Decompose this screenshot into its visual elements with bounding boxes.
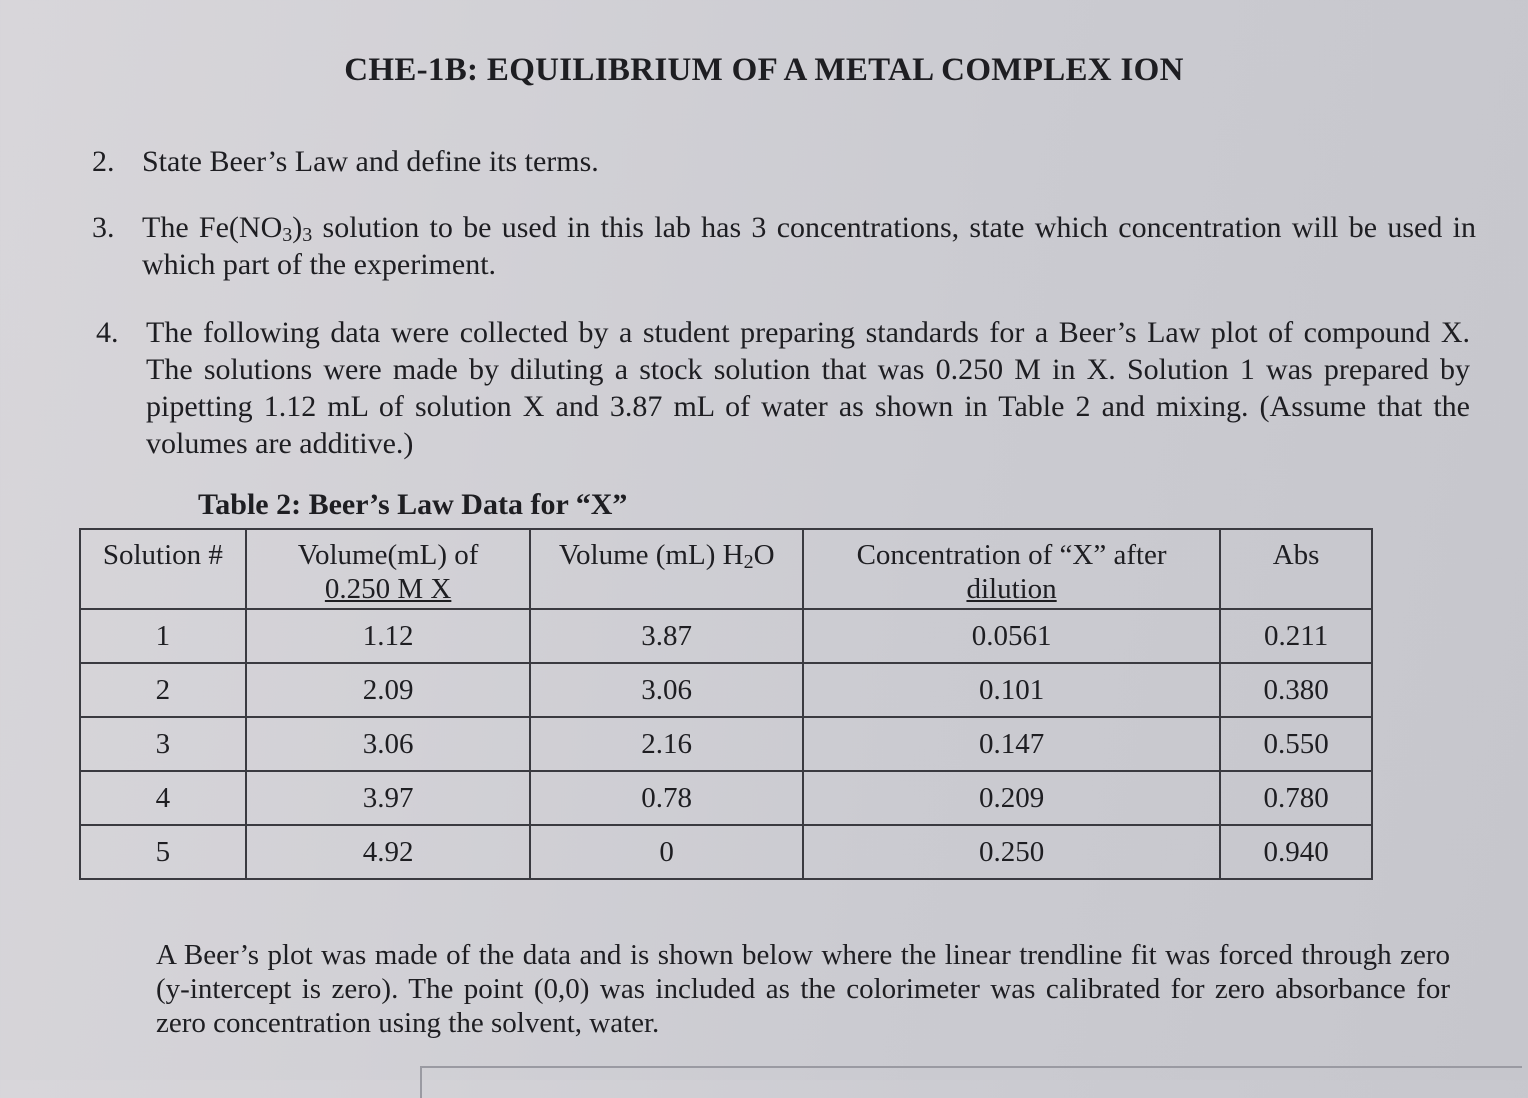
table-caption: Table 2: Beer’s Law Data for “X” — [198, 488, 628, 521]
header-text: Volume (mL) H — [558, 539, 744, 571]
subscript: 3 — [282, 224, 293, 246]
cell-solution: 2 — [80, 663, 246, 717]
question-text: The following data were collected by a student preparing standards for a Beer’s Law plot of compound X. The solutions were made by diluting a stock solution that was 0.250 M in X. Solution 1 was prepared by pipetting 1.12 mL of solution X and 3.87 mL of water as shown in Table 2 and mixing. (Assume that the volumes are additive.) — [146, 316, 1470, 460]
header-text: dilution — [966, 573, 1057, 605]
cell-abs: 0.780 — [1220, 771, 1372, 825]
table-header-row — [80, 529, 1372, 609]
text-part: ) — [292, 211, 303, 244]
subscript: 3 — [302, 224, 313, 246]
question-number: 2. — [92, 145, 115, 178]
table-row — [80, 771, 1372, 825]
cell-solution: 3 — [80, 717, 246, 771]
table-row — [80, 609, 1372, 663]
cell-concentration: 0.250 — [803, 825, 1220, 879]
header-volume-h2o — [530, 529, 802, 609]
header-abs — [1220, 529, 1372, 609]
question-number: 3. — [92, 211, 115, 244]
cell-volume-h2o: 0.78 — [530, 771, 802, 825]
cell-solution: 1 — [80, 609, 246, 663]
cell-volume-x: 3.97 — [246, 771, 531, 825]
cell-concentration: 0.101 — [803, 663, 1220, 717]
question-text — [142, 209, 1476, 283]
cell-volume-x: 2.09 — [246, 663, 531, 717]
header-text: O — [753, 539, 775, 571]
cell-abs: 0.550 — [1220, 717, 1372, 771]
cell-abs: 0.211 — [1220, 609, 1372, 663]
header-text: Concentration of “X” after — [856, 539, 1167, 571]
beers-law-table — [79, 528, 1373, 880]
header-volume-x — [246, 529, 531, 609]
subscript: 2 — [743, 551, 754, 573]
cell-concentration: 0.147 — [803, 717, 1220, 771]
header-solution — [80, 529, 246, 609]
cell-volume-x: 4.92 — [246, 825, 531, 879]
cell-volume-h2o: 3.87 — [530, 609, 802, 663]
cell-volume-h2o: 0 — [530, 825, 802, 879]
cell-solution: 5 — [80, 825, 246, 879]
header-text: Abs — [1272, 539, 1320, 571]
cell-concentration: 0.209 — [803, 771, 1220, 825]
text-part: The Fe(NO — [142, 211, 283, 244]
cell-volume-x: 3.06 — [246, 717, 531, 771]
plot-area-edge — [420, 1066, 1522, 1098]
cell-volume-x: 1.12 — [246, 609, 531, 663]
table-row — [80, 825, 1372, 879]
cell-volume-h2o: 2.16 — [530, 717, 802, 771]
table-row — [80, 717, 1372, 771]
header-concentration — [803, 529, 1220, 609]
header-text: Solution # — [102, 539, 223, 571]
cell-solution: 4 — [80, 771, 246, 825]
text-part: solution to be used in this lab has 3 concentrations, state which concentration will be used in which part of the experiment. — [142, 211, 1476, 281]
table-row — [80, 663, 1372, 717]
cell-abs: 0.380 — [1220, 663, 1372, 717]
question-number: 4. — [96, 316, 119, 349]
header-text: 0.250 M X — [324, 573, 452, 605]
cell-concentration: 0.0561 — [803, 609, 1220, 663]
header-text: Volume(mL) of — [297, 539, 479, 571]
beers-plot-description: A Beer’s plot was made of the data and is shown below where the linear trendline fit was forced through zero (y-intercept is zero). The point (0,0) was included as the colorimeter was calibrated for zero absorbance for zero concentration using the solvent, water. — [156, 939, 1450, 1039]
cell-volume-h2o: 3.06 — [530, 663, 802, 717]
page-title: CHE-1B: EQUILIBRIUM OF A METAL COMPLEX ION — [344, 52, 1184, 88]
cell-abs: 0.940 — [1220, 825, 1372, 879]
question-text: State Beer’s Law and define its terms. — [142, 145, 599, 178]
